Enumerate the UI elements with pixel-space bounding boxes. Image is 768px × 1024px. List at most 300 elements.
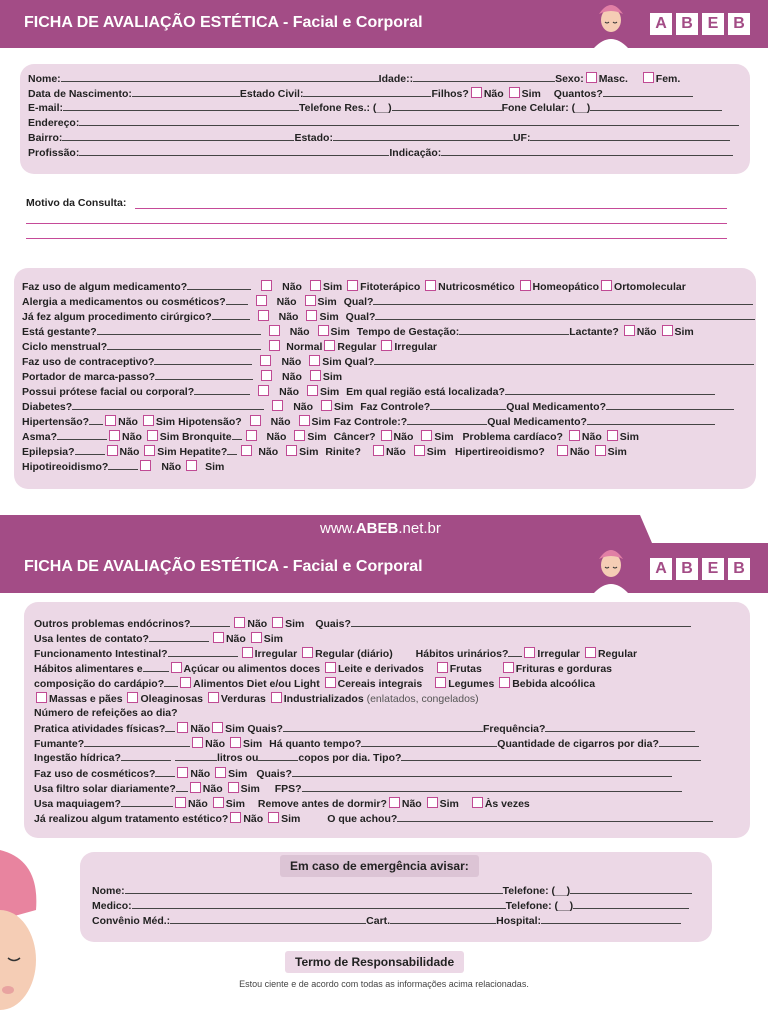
field-label: Não (393, 431, 414, 443)
form-row (28, 102, 722, 115)
field-label: Sim (439, 798, 459, 810)
field-label: Sim (263, 633, 283, 645)
form-row (34, 797, 530, 811)
checkbox[interactable] (310, 280, 321, 291)
checkbox[interactable] (472, 797, 483, 808)
checkbox[interactable] (595, 445, 606, 456)
field-label: Usa lentes de contato? (34, 633, 149, 645)
checkbox[interactable] (381, 430, 392, 441)
field-label: Medico: (92, 900, 132, 912)
field-label: Não (266, 431, 287, 443)
field-label: Cereais integrais (337, 678, 423, 690)
field-label: Ingestão hídrica? (34, 752, 121, 764)
field-label: Sim (619, 431, 639, 443)
field-label: Masc. (598, 73, 628, 85)
woman-face-icon (588, 0, 634, 48)
checkbox[interactable] (213, 632, 224, 643)
field-label: Usa filtro solar diariamente? (34, 783, 176, 795)
text-field-line[interactable] (121, 798, 173, 807)
field-label: Não (276, 296, 297, 308)
checkbox[interactable] (230, 737, 241, 748)
field-label: Açúcar ou alimentos doces (183, 663, 321, 675)
text-field-line[interactable] (459, 326, 569, 335)
field-label: Não (187, 798, 208, 810)
field-label: Não (118, 416, 138, 428)
checkbox[interactable] (241, 445, 252, 456)
text-field-line[interactable] (75, 446, 105, 455)
field-label: FPS? (274, 783, 302, 795)
text-field-line[interactable] (232, 431, 242, 440)
field-label: Sim (228, 768, 248, 780)
field-label: Bebida alcoólica (512, 678, 596, 690)
checkbox[interactable] (260, 355, 271, 366)
text-field-line[interactable] (541, 915, 681, 924)
field-label: Sim (285, 618, 305, 630)
text-field-line[interactable] (407, 416, 487, 425)
field-label: Sim (322, 281, 343, 293)
field-label: Qual Medicamento? (487, 416, 587, 428)
field-label: Qual? (344, 356, 375, 368)
text-field-line[interactable] (292, 768, 672, 777)
field-label: Legumes (448, 678, 495, 690)
checkbox[interactable] (234, 617, 245, 628)
text-field-line[interactable] (194, 386, 250, 395)
website-url[interactable]: www.ABEB.net.br (320, 520, 441, 537)
form-row (34, 647, 637, 661)
field-label: Qual? (343, 296, 374, 308)
health-history-card (14, 268, 756, 489)
field-label: Outros problemas endócrinos? (34, 618, 191, 630)
field-label: Está gestante? (22, 326, 97, 338)
checkbox[interactable] (471, 87, 482, 98)
field-label: Sim (426, 446, 447, 458)
checkbox[interactable] (294, 430, 305, 441)
text-field-line[interactable] (155, 768, 175, 777)
field-label: Faz uso de cosméticos? (34, 768, 156, 780)
checkbox[interactable] (624, 325, 635, 336)
checkbox[interactable] (190, 782, 201, 793)
checkbox[interactable] (585, 647, 596, 658)
field-label: Sim (159, 431, 180, 443)
field-label: Massas e pães (49, 693, 123, 705)
field-label: Indicação: (389, 147, 442, 159)
checkbox[interactable] (212, 722, 223, 733)
text-field-line[interactable] (505, 386, 715, 395)
text-field-line[interactable] (587, 416, 715, 425)
text-field-line[interactable] (508, 648, 522, 657)
checkbox[interactable] (662, 325, 673, 336)
termo-title: Termo de Responsabilidade (285, 951, 464, 973)
checkbox[interactable] (272, 617, 283, 628)
text-field-line[interactable] (545, 723, 695, 732)
checkbox[interactable] (256, 295, 267, 306)
checkbox[interactable] (321, 400, 332, 411)
text-field-line[interactable] (606, 401, 734, 410)
checkbox[interactable] (246, 430, 257, 441)
checkbox[interactable] (309, 355, 320, 366)
checkbox[interactable] (144, 445, 155, 456)
text-field-line[interactable] (62, 132, 294, 141)
checkbox[interactable] (306, 310, 317, 321)
form-row (22, 370, 342, 384)
form-row (34, 812, 713, 826)
field-label: Em qual região está localizada? (346, 386, 505, 398)
form-row (34, 692, 479, 706)
text-field-line[interactable] (413, 73, 555, 82)
field-label: copos por dia. Tipo? (298, 752, 402, 764)
checkbox[interactable] (251, 632, 262, 643)
text-field-line[interactable] (390, 915, 496, 924)
checkbox[interactable] (524, 647, 535, 658)
field-label: Não (279, 386, 299, 398)
checkbox[interactable] (258, 310, 269, 321)
checkbox[interactable] (607, 430, 618, 441)
form-row (22, 280, 686, 294)
checkbox[interactable] (177, 767, 188, 778)
checkbox[interactable] (269, 325, 280, 336)
field-label: Fitoterápico (360, 281, 421, 293)
text-field-line[interactable] (63, 102, 299, 111)
form-row (92, 915, 681, 928)
field-label: Estado: (294, 132, 333, 144)
field-label: Ciclo menstrual? (22, 341, 108, 353)
field-label: Irregular (254, 648, 298, 660)
field-label: Hipertensão? (22, 416, 90, 428)
second-header (0, 543, 768, 593)
field-label: Bairro: (28, 132, 63, 144)
checkbox[interactable] (147, 430, 158, 441)
checkbox[interactable] (269, 340, 280, 351)
form-row (34, 632, 283, 646)
text-field-line[interactable] (84, 738, 190, 747)
field-label: Câncer? (333, 431, 376, 443)
field-label: Não (282, 281, 302, 293)
text-field-line[interactable] (165, 723, 175, 732)
field-label: Qual? (345, 311, 376, 323)
checkbox[interactable] (258, 385, 269, 396)
form-row (22, 310, 755, 324)
checkbox[interactable] (325, 662, 336, 673)
page-title-2: FICHA DE AVALIAÇÃO ESTÉTICA - Facial e Corporal (24, 558, 423, 575)
field-label: Pratica atividades físicas? (34, 723, 166, 735)
text-field-line[interactable] (170, 915, 366, 924)
form-row (34, 782, 682, 796)
checkbox[interactable] (127, 692, 138, 703)
checkbox[interactable] (307, 385, 318, 396)
text-field-line[interactable] (107, 341, 261, 350)
text-field-line[interactable] (57, 431, 107, 440)
text-field-line[interactable] (79, 117, 739, 126)
text-field-line[interactable] (397, 813, 713, 822)
checkbox[interactable] (261, 370, 272, 381)
field-label: E-mail: (28, 102, 64, 114)
text-field-line[interactable] (302, 783, 682, 792)
field-label: Sim (311, 416, 331, 428)
checkbox[interactable] (425, 280, 436, 291)
text-field-line[interactable] (89, 416, 103, 425)
field-label: Sim (240, 783, 260, 795)
text-field-line[interactable] (401, 752, 701, 761)
form-row (34, 662, 612, 676)
abeb-logo: A B E B (650, 13, 750, 35)
checkbox[interactable] (325, 677, 336, 688)
checkbox[interactable] (180, 677, 191, 688)
checkbox[interactable] (107, 445, 118, 456)
text-field-line[interactable] (226, 296, 248, 305)
checkbox[interactable] (414, 445, 425, 456)
field-label: Alimentos Diet e/ou Light (193, 678, 320, 690)
field-label: Irregular (537, 648, 581, 660)
field-label: Não (289, 326, 310, 338)
field-label: Idade:: (378, 73, 414, 85)
field-label: Quais? (315, 618, 351, 630)
text-field-line[interactable] (125, 885, 503, 894)
checkbox[interactable] (36, 692, 47, 703)
field-label: Ortomolecular (614, 281, 686, 293)
field-label: Irregular (394, 341, 437, 353)
checkbox[interactable] (503, 662, 514, 673)
checkbox[interactable] (228, 782, 239, 793)
checkbox[interactable] (242, 647, 253, 658)
field-label: Não (205, 738, 226, 750)
text-field-line[interactable] (79, 147, 389, 156)
checkbox[interactable] (175, 797, 186, 808)
text-field-line[interactable] (168, 648, 238, 657)
field-label: Sim (157, 446, 177, 458)
checkbox[interactable] (435, 677, 446, 688)
checkbox[interactable] (520, 280, 531, 291)
checkbox[interactable] (286, 445, 297, 456)
emergency-title: Em caso de emergência avisar: (280, 855, 479, 877)
habits-card (24, 602, 750, 838)
field-label: Sim (307, 431, 327, 443)
checkbox[interactable] (389, 797, 400, 808)
text-field-line[interactable] (149, 633, 209, 642)
text-field-line[interactable] (392, 102, 502, 111)
field-label: Hipotireoidismo? (22, 461, 109, 473)
form-row (92, 900, 689, 913)
field-label: Motivo da Consulta: (26, 197, 127, 209)
field-label: Remove antes de dormir? (257, 798, 387, 810)
checkbox[interactable] (302, 647, 313, 658)
field-label: Diabetes? (22, 401, 73, 413)
field-label: Endereço: (28, 117, 80, 129)
form-row (34, 722, 695, 736)
text-field-line[interactable] (361, 738, 497, 747)
text-field-line[interactable] (121, 752, 171, 761)
text-field-line[interactable] (132, 88, 240, 97)
field-label: Não (161, 461, 182, 473)
field-label: Não (270, 416, 291, 428)
checkbox[interactable] (186, 460, 197, 471)
checkbox[interactable] (305, 295, 316, 306)
text-field-line[interactable] (430, 401, 506, 410)
form-row (22, 460, 224, 474)
text-field-line[interactable] (375, 311, 755, 320)
form-row (28, 87, 693, 101)
text-field-line[interactable] (61, 73, 379, 82)
checkbox[interactable] (213, 797, 224, 808)
field-label: Asma? (22, 431, 58, 443)
text-field-line[interactable] (155, 371, 253, 380)
text-field-line[interactable] (570, 885, 692, 894)
motivo-label (26, 197, 126, 210)
field-label: Leite e derivados (338, 663, 424, 675)
text-field-line[interactable] (374, 356, 754, 365)
form-row (28, 147, 733, 160)
field-label: Bronquite (181, 431, 232, 443)
text-field-line[interactable] (590, 102, 722, 111)
field-label: Industrializados (283, 693, 364, 705)
field-label: Possui prótese facial ou corporal? (22, 386, 195, 398)
field-label: Usa maquiagem? (34, 798, 121, 810)
text-field-line[interactable] (132, 900, 506, 909)
checkbox[interactable] (569, 430, 580, 441)
checkbox[interactable] (586, 72, 597, 83)
field-label: Frequência? (482, 723, 546, 735)
text-field-line[interactable] (187, 281, 251, 290)
text-field-line[interactable] (283, 723, 483, 732)
abeb-logo-2: A B E B (650, 558, 750, 580)
field-label: Regular (597, 648, 638, 660)
checkbox[interactable] (268, 812, 279, 823)
field-label: Faz Controle? (360, 401, 431, 413)
field-label: litros ou (216, 752, 259, 764)
checkbox[interactable] (310, 370, 321, 381)
checkbox[interactable] (499, 677, 510, 688)
text-field-line[interactable] (603, 88, 693, 97)
text-field-line[interactable] (143, 663, 169, 672)
checkbox[interactable] (140, 460, 151, 471)
checkbox[interactable] (272, 400, 283, 411)
checkbox[interactable] (373, 445, 384, 456)
checkbox[interactable] (557, 445, 568, 456)
form-row (34, 677, 595, 691)
text-field-line[interactable] (303, 88, 431, 97)
checkbox[interactable] (261, 280, 272, 291)
text-field-line[interactable] (530, 132, 730, 141)
text-field-line[interactable] (190, 618, 230, 627)
field-label: Hospital: (496, 915, 542, 927)
checkbox[interactable] (601, 280, 612, 291)
checkbox[interactable] (171, 662, 182, 673)
checkbox[interactable] (427, 797, 438, 808)
field-label: Tempo de Gestação: (356, 326, 460, 338)
form-row (22, 415, 715, 429)
text-field-line[interactable] (227, 446, 237, 455)
text-field-line[interactable] (176, 783, 188, 792)
field-label: UF: (512, 132, 531, 144)
text-field-line[interactable] (573, 900, 689, 909)
field-label: Hipotensão? (178, 416, 242, 428)
checkbox[interactable] (509, 87, 520, 98)
field-label: Fem. (655, 73, 681, 85)
field-label: Regular (337, 341, 377, 353)
field-label: Sim (317, 296, 337, 308)
field-label: Não (202, 783, 223, 795)
text-field-line[interactable] (659, 738, 699, 747)
field-label: Telefone: (__) (502, 885, 571, 897)
text-field-line[interactable] (351, 618, 691, 627)
field-label: Sim (225, 723, 245, 735)
field-label: Nome: (92, 885, 125, 897)
field-label: Não (293, 401, 314, 413)
field-label: Não (190, 723, 211, 735)
page-title: FICHA DE AVALIAÇÃO ESTÉTICA - Facial e Corporal (24, 14, 423, 31)
field-label: Fone Celular: (__) (501, 102, 591, 114)
checkbox[interactable] (318, 325, 329, 336)
field-label: Telefone Res.: (__) (299, 102, 392, 114)
website-strip (0, 515, 768, 543)
checkbox[interactable] (230, 812, 241, 823)
text-field-line[interactable] (212, 311, 250, 320)
top-header (0, 0, 768, 48)
field-label: Frituras e gorduras (515, 663, 613, 675)
field-label: Sim (299, 446, 319, 458)
checkbox[interactable] (437, 662, 448, 673)
field-label: Lactante? (569, 326, 619, 338)
field-label: Regular (diário) (315, 648, 393, 660)
checkbox[interactable] (421, 430, 432, 441)
form-row (34, 707, 178, 720)
checkbox[interactable] (208, 692, 219, 703)
checkbox[interactable] (381, 340, 392, 351)
checkbox[interactable] (109, 430, 120, 441)
text-field-line[interactable] (333, 132, 513, 141)
checkbox[interactable] (347, 280, 358, 291)
checkbox[interactable] (105, 415, 116, 426)
field-label: Funcionamento Intestinal? (34, 648, 168, 660)
text-field-line[interactable] (373, 296, 753, 305)
checkbox[interactable] (299, 415, 310, 426)
checkbox[interactable] (177, 722, 188, 733)
form-row (22, 385, 715, 399)
checkbox[interactable] (643, 72, 654, 83)
field-label: O que achou? (327, 813, 398, 825)
field-label: composição do cardápio? (34, 678, 165, 690)
text-field-line[interactable] (175, 752, 217, 761)
field-label: Normal (286, 341, 323, 353)
checkbox[interactable] (324, 340, 335, 351)
checkbox[interactable] (192, 737, 203, 748)
form-row (28, 117, 739, 130)
form-row (92, 885, 692, 898)
checkbox[interactable] (143, 415, 154, 426)
text-field-line[interactable] (108, 461, 138, 470)
checkbox[interactable] (215, 767, 226, 778)
field-label: Não (483, 88, 504, 100)
field-label: Sim (334, 401, 354, 413)
text-field-line[interactable] (441, 147, 733, 156)
text-field-line[interactable] (97, 326, 261, 335)
form-row (22, 295, 753, 309)
form-row (22, 355, 754, 369)
text-field-line[interactable] (154, 356, 252, 365)
checkbox[interactable] (250, 415, 261, 426)
text-field-line[interactable] (164, 678, 178, 687)
field-label: Quais? (247, 723, 283, 735)
text-field-line[interactable] (72, 401, 264, 410)
field-label: Não (385, 446, 406, 458)
checkbox[interactable] (271, 692, 282, 703)
field-label: Sexo: (555, 73, 584, 85)
field-label: Às vezes (484, 798, 530, 810)
form-row (22, 445, 627, 459)
text-field-line[interactable] (258, 752, 298, 761)
field-label: Faz Controle:? (333, 416, 408, 428)
woman-illustration-icon (0, 850, 40, 1024)
form-row (28, 72, 680, 86)
